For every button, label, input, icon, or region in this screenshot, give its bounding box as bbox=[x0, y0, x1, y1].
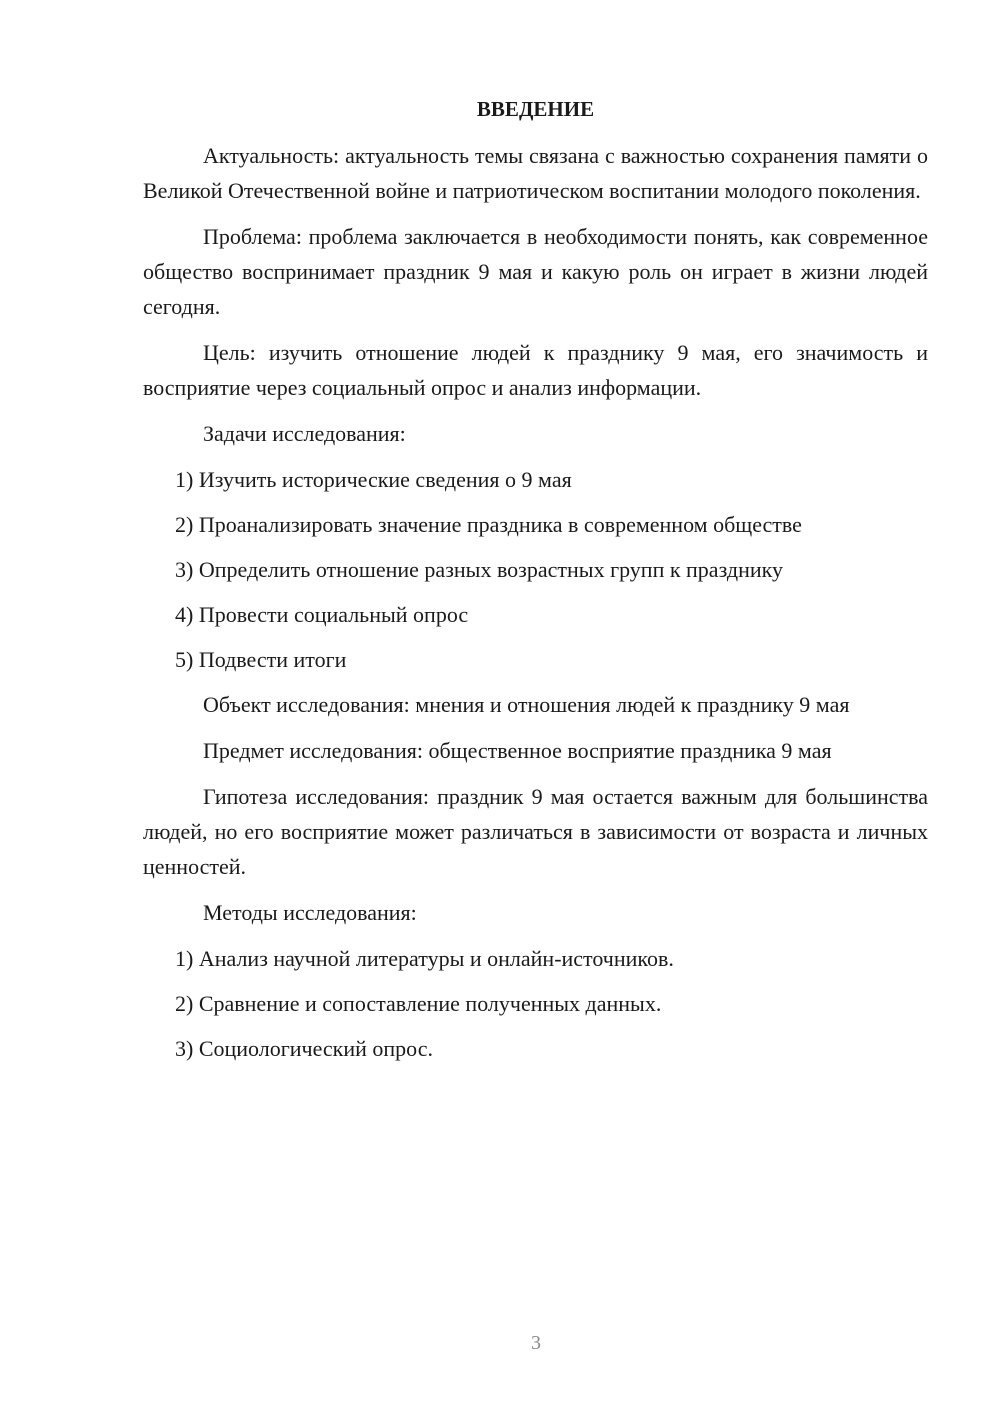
methods-list bbox=[143, 941, 928, 1066]
hypothesis-paragraph: Гипотеза исследования: праздник 9 мая остается важным для большинства людей, но его восприятие может различаться в зависимости от возраста и личных ценностей. bbox=[143, 784, 928, 879]
list-item: 2) Проанализировать значение праздника в современном обществе bbox=[175, 512, 802, 537]
goal-paragraph: Цель: изучить отношение людей к празднику 9 мая, его значимость и восприятие через социальный опрос и анализ информации. bbox=[143, 340, 928, 400]
list-item: 5) Подвести итоги bbox=[175, 647, 347, 672]
list-item: 4) Провести социальный опрос bbox=[175, 602, 469, 627]
problem-paragraph: Проблема: проблема заключается в необходимости понять, как современное общество воспринимает праздник 9 мая и какую роль он играет в жизни людей сегодня. bbox=[143, 224, 928, 319]
list-item: 3) Определить отношение разных возрастных групп к празднику bbox=[175, 557, 783, 582]
list-item: 3) Социологический опрос. bbox=[175, 1036, 433, 1061]
subject-paragraph: Предмет исследования: общественное восприятие праздника 9 мая bbox=[203, 738, 832, 763]
section-heading: ВВЕДЕНИЕ bbox=[476, 97, 595, 121]
page-number: 3 bbox=[531, 1332, 541, 1354]
methods-heading: Методы исследования: bbox=[203, 900, 417, 925]
list-item: 1) Анализ научной литературы и онлайн-источников. bbox=[175, 946, 674, 971]
list-item: 2) Сравнение и сопоставление полученных данных. bbox=[175, 991, 662, 1016]
page-content bbox=[143, 92, 928, 1076]
relevance-paragraph: Актуальность: актуальность темы связана с важностью сохранения памяти о Великой Отечественной войне и патриотическом воспитании молодого поколения. bbox=[143, 143, 928, 203]
object-paragraph: Объект исследования: мнения и отношения людей к празднику 9 мая bbox=[203, 692, 850, 717]
list-item: 1) Изучить исторические сведения о 9 мая bbox=[175, 467, 572, 492]
tasks-list bbox=[143, 462, 928, 677]
tasks-heading: Задачи исследования: bbox=[203, 421, 406, 446]
